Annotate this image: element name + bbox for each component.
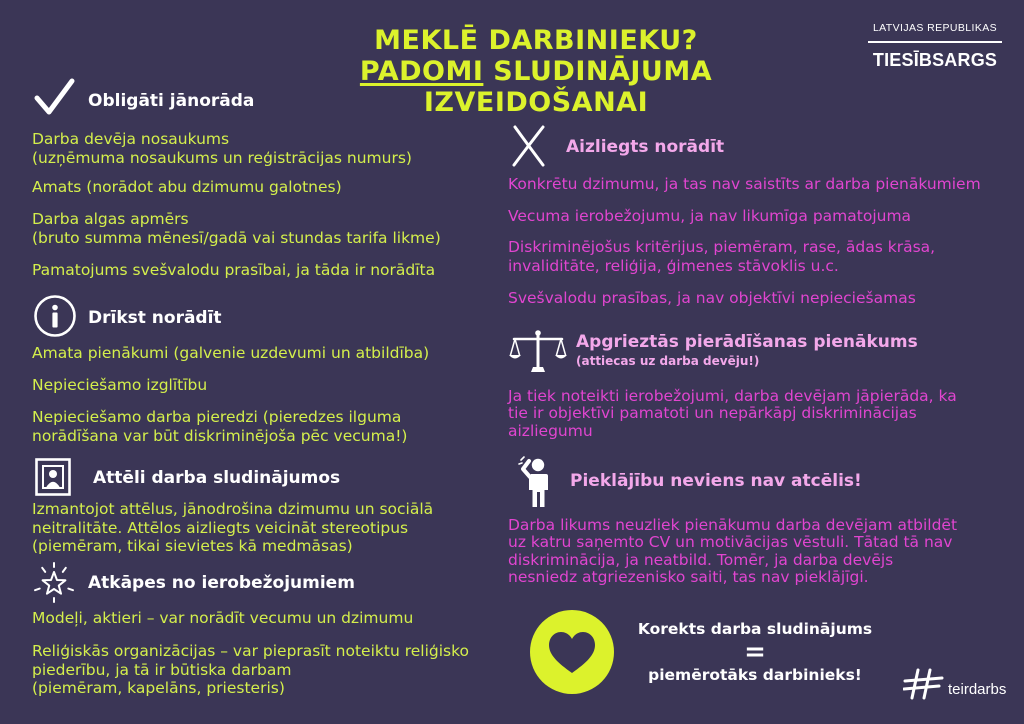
images-paragraph-line: neitralitāte. Attēlos aizliegts veicināt stereotipus [32,518,409,537]
allowed-item-line: Nepieciešamo darba pieredzi (pieredzes ilguma [32,408,402,426]
teirdarbs-logo-text: teirdarbs [948,681,1007,698]
title-line-2-rest: SLUDINĀJUMA [493,56,713,87]
scales-icon [509,328,567,374]
exceptions-item-line: piederību, ja tā ir būtiska darbam [32,660,292,679]
required-heading: Obligāti jānorāda [88,91,255,111]
burden-paragraph-line: Ja tiek noteikti ierobežojumi, darba devējam jāpierāda, ka [508,387,957,405]
star-icon [33,561,75,603]
prohibited-item-line: Svešvalodu prasības, ja nav objektīvi nepieciešamas [508,289,916,307]
cross-icon [510,124,548,168]
required-item-position [32,178,342,197]
title-line-2 [286,56,786,87]
courtesy-paragraph-line: nesniedz atgriezenisko saiti, tas nav pieklājīgi. [508,568,869,587]
required-item-line: (uzņēmuma nosaukums un reģistrācijas numurs) [32,148,412,167]
prohibited-item-line: invaliditāte, reliģija, ģimenes stāvoklis u.c. [508,256,839,275]
images-heading: Attēli darba sludinājumos [93,468,341,488]
burden-paragraph-line: aizliegumu [508,421,593,440]
allowed-item-duties [32,344,429,363]
courtesy-paragraph [508,517,957,587]
exceptions-item-line: Modeļi, aktieri – var norādīt vecumu un dzimumu [32,609,414,627]
required-item-line: (bruto summa mēnesī/gadā vai stundas tarifa likme) [32,228,441,247]
picture-icon [35,458,71,496]
footer-line-1: Korekts darba sludinājums [637,620,873,638]
person-icon [517,455,555,509]
prohibited-heading: Aizliegts norādīt [566,137,725,157]
exceptions-item-line: Reliģiskās organizācijas – var pieprasīt noteiktu reliģisko [32,642,470,660]
checkmark-icon [33,77,75,117]
prohibited-item-gender [508,175,981,194]
title-line-3: IZVEIDOŠANAI [423,87,649,118]
brand-name: TIESĪBSARGS [872,49,998,70]
courtesy-paragraph-line: Darba likums neuzliek pienākumu darba devējam atbildēt [508,516,958,534]
title-highlight-padomi: PADOMI [359,56,484,87]
page-title [286,25,786,118]
prohibited-item-criteria [508,238,935,275]
heart-icon [530,610,614,694]
prohibited-item-line: Diskriminējošus kritērijus, piemēram, rase, ādas krāsa, [508,238,936,256]
required-item-line: Darba algas apmērs [32,210,189,228]
required-item-language-justification [32,261,435,280]
burden-subheading: (attiecas uz darba devēju!) [576,354,760,368]
required-item-line: Pamatojums svešvalodu prasībai, ja tāda ir norādīta [32,261,436,279]
required-item-employer-name [32,130,412,167]
exceptions-item-religious [32,642,469,698]
teirdarbs-logo-icon [903,668,945,700]
title-line-1: MEKLĒ DARBINIEKU? [374,25,698,56]
allowed-item-experience [32,408,407,445]
brand-subtitle: LATVIJAS REPUBLIKAS [872,22,998,34]
burden-paragraph [508,388,957,440]
courtesy-paragraph-line: diskriminācija, ja neatbild. Tomēr, ja darba devējs [508,550,894,569]
info-icon [33,294,77,338]
burden-heading: Apgrieztās pierādīšanas pienākums [576,332,918,352]
images-paragraph [32,500,433,556]
prohibited-item-line: Konkrētu dzimumu, ja tas nav saistīts ar darba pienākumiem [508,175,981,193]
courtesy-heading: Pieklājību neviens nav atcēlis! [570,471,862,491]
images-paragraph-line: Izmantojot attēlus, jānodrošina dzimumu un sociālā [32,500,434,518]
images-paragraph-line: (piemēram, tikai sievietes kā medmāsas) [32,537,353,555]
exceptions-item-line: (piemēram, kapelāns, priesteris) [32,679,285,697]
prohibited-item-line: Vecuma ierobežojumu, ja nav likumīga pamatojuma [508,207,912,225]
brand-divider [868,41,1002,43]
prohibited-item-age [508,207,911,226]
allowed-item-line: norādīšana var būt diskriminējoša pēc vecuma!) [32,426,408,445]
allowed-heading: Drīkst norādīt [88,308,222,328]
exceptions-heading: Atkāpes no ierobežojumiem [88,573,355,593]
burden-paragraph-line: tie ir objektīvi pamatoti un nepārkāpj diskriminācijas [508,404,917,423]
required-item-salary [32,210,441,247]
courtesy-paragraph-line: uz katru saņemto CV un motivācijas vēstuli. Tātad tā nav [508,533,953,552]
allowed-item-line: Nepieciešamo izglītību [32,376,208,394]
allowed-item-education [32,376,207,395]
footer-equals: = [744,637,766,667]
allowed-item-line: Amata pienākumi (galvenie uzdevumi un atbildība) [32,344,430,362]
exceptions-item-models [32,609,413,628]
tiesibsargs-logo [868,21,1002,70]
required-item-line: Darba devēja nosaukums [32,130,230,148]
footer-line-2: piemērotāks darbinieks! [648,666,862,684]
footer-slogan [615,618,895,686]
prohibited-item-languages [508,289,916,308]
required-item-line: Amats (norādot abu dzimumu galotnes) [32,178,342,196]
